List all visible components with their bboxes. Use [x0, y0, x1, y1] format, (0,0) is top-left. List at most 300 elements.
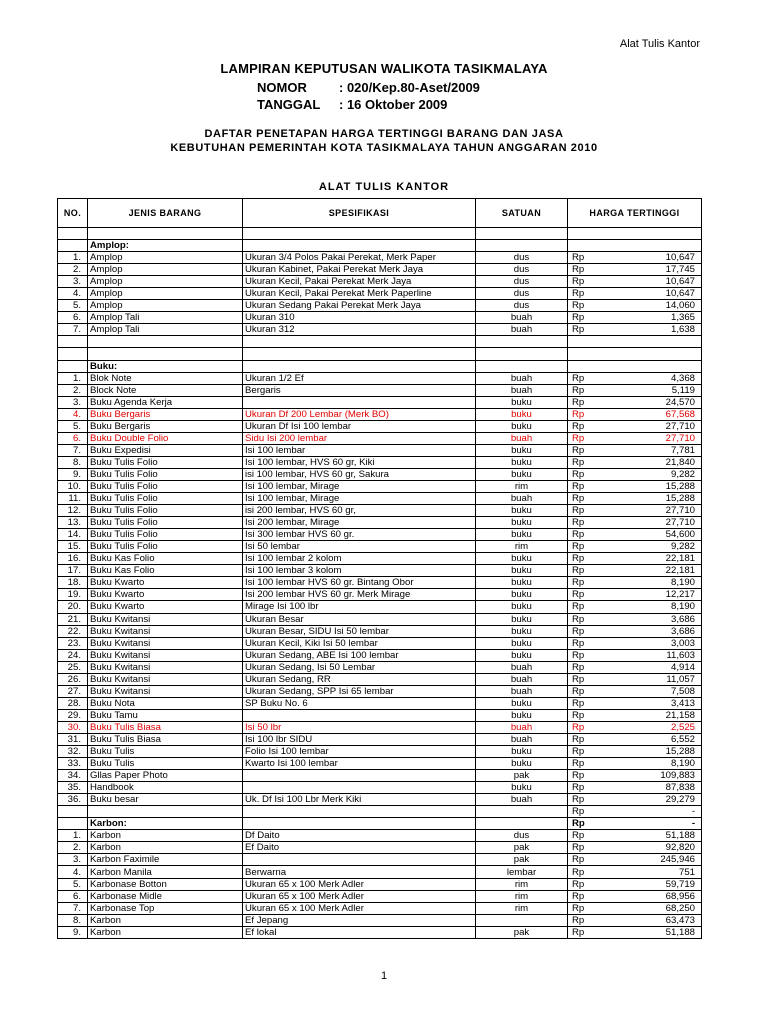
- table-row: [58, 685, 702, 697]
- cell-spec: Ukuran 65 x 100 Merk Adler: [243, 890, 476, 902]
- cell-currency: Rp: [568, 456, 596, 468]
- cell-currency: Rp: [568, 673, 596, 685]
- cell-no: 3.: [58, 396, 88, 408]
- table-row: [58, 480, 702, 492]
- cell-unit: buku: [476, 505, 568, 517]
- table-row: [58, 601, 702, 613]
- table-row: [58, 252, 702, 264]
- section-header-row: [58, 360, 702, 372]
- cell-currency: Rp: [568, 529, 596, 541]
- cell-price: 22,181: [596, 553, 702, 565]
- cell-currency: Rp: [568, 372, 596, 384]
- cell-no: 36.: [58, 794, 88, 806]
- cell-spec: Ukuran Df Isi 100 lembar: [243, 420, 476, 432]
- table-row: [58, 541, 702, 553]
- table-row: [58, 372, 702, 384]
- cell-price: [596, 228, 702, 240]
- cell-price: 68,956: [596, 890, 702, 902]
- cell-no: 4.: [58, 288, 88, 300]
- cell-unit: buku: [476, 517, 568, 529]
- page-number: 1: [380, 970, 388, 982]
- cell-unit: buku: [476, 565, 568, 577]
- cell-no: 26.: [58, 673, 88, 685]
- cell-no: 15.: [58, 541, 88, 553]
- cell-spec: [243, 854, 476, 866]
- table-row: [58, 456, 702, 468]
- cell-item: Buku Tulis Folio: [88, 456, 243, 468]
- cell-item: Karbon Manila: [88, 866, 243, 878]
- cell-currency: Rp: [568, 830, 596, 842]
- cell-spec: [243, 240, 476, 252]
- cell-spec: [243, 709, 476, 721]
- table-row: [58, 529, 702, 541]
- cell-currency: Rp: [568, 432, 596, 444]
- cell-currency: Rp: [568, 914, 596, 926]
- cell-no: 5.: [58, 300, 88, 312]
- cell-no: 6.: [58, 890, 88, 902]
- cell-price: 15,288: [596, 746, 702, 758]
- cell-spec: Ukuran 312: [243, 324, 476, 336]
- cell-price: 10,647: [596, 252, 702, 264]
- cell-unit: buku: [476, 625, 568, 637]
- cell-no: [58, 240, 88, 252]
- cell-no: [58, 360, 88, 372]
- cell-no: 1.: [58, 252, 88, 264]
- cell-unit: buku: [476, 577, 568, 589]
- cell-currency: Rp: [568, 264, 596, 276]
- cell-spec: [243, 336, 476, 348]
- cell-currency: Rp: [568, 396, 596, 408]
- cell-unit: buku: [476, 782, 568, 794]
- cell-item: Buku Kwarto: [88, 577, 243, 589]
- cell-no: 7.: [58, 902, 88, 914]
- cell-price: 59,719: [596, 878, 702, 890]
- cell-price: 10,647: [596, 288, 702, 300]
- cell-no: 5.: [58, 878, 88, 890]
- table-row: [58, 733, 702, 745]
- cell-spec: Isi 100 lembar, Mirage: [243, 493, 476, 505]
- cell-unit: [476, 228, 568, 240]
- cell-price: 27,710: [596, 420, 702, 432]
- cell-no: 9.: [58, 468, 88, 480]
- cell-spec: Isi 100 lembar 2 kolom: [243, 553, 476, 565]
- cell-price: 4,914: [596, 661, 702, 673]
- cell-price: 17,745: [596, 264, 702, 276]
- cell-unit: buah: [476, 661, 568, 673]
- cell-spec: Ef lokal: [243, 926, 476, 938]
- cell-unit: buku: [476, 408, 568, 420]
- cell-currency: Rp: [568, 758, 596, 770]
- cell-item: Amplop: [88, 264, 243, 276]
- cell-item: Karbon: [88, 830, 243, 842]
- cell-price: 87,838: [596, 782, 702, 794]
- subtitle-line-1: DAFTAR PENETAPAN HARGA TERTINGGI BARANG DAN JASA: [204, 128, 564, 140]
- cell-item: Buku Tulis Folio: [88, 505, 243, 517]
- cell-unit: buku: [476, 420, 568, 432]
- table-row: [58, 746, 702, 758]
- cell-spec: Isi 300 lembar HVS 60 gr.: [243, 529, 476, 541]
- cell-item: Buku Tulis Biasa: [88, 733, 243, 745]
- table-row: [58, 264, 702, 276]
- cell-currency: Rp: [568, 625, 596, 637]
- cell-unit: buku: [476, 553, 568, 565]
- cell-currency: Rp: [568, 613, 596, 625]
- cell-no: 6.: [58, 312, 88, 324]
- cell-unit: buku: [476, 697, 568, 709]
- cell-item: Buku Tulis Folio: [88, 529, 243, 541]
- cell-unit: buah: [476, 493, 568, 505]
- cell-currency: Rp: [568, 312, 596, 324]
- cell-item: Buku Tulis Folio: [88, 468, 243, 480]
- cell-spec: Folio Isi 100 lembar: [243, 746, 476, 758]
- cell-spec: Isi 100 lembar, HVS 60 gr, Kiki: [243, 456, 476, 468]
- cell-currency: Rp: [568, 794, 596, 806]
- cell-spec: Isi 200 lembar HVS 60 gr. Merk Mirage: [243, 589, 476, 601]
- cell-price: 8,190: [596, 758, 702, 770]
- cell-no: 20.: [58, 601, 88, 613]
- cell-item: [88, 336, 243, 348]
- cell-no: 22.: [58, 625, 88, 637]
- blank-row: [58, 228, 702, 240]
- cell-no: 12.: [58, 505, 88, 517]
- cell-currency: Rp: [568, 553, 596, 565]
- table-row: [58, 637, 702, 649]
- cell-item: Amplop: [88, 288, 243, 300]
- cell-currency: Rp: [568, 480, 596, 492]
- cell-spec: Ukuran Sedang, RR: [243, 673, 476, 685]
- cell-no: 8.: [58, 456, 88, 468]
- cell-unit: rim: [476, 890, 568, 902]
- cell-item: Amplop: [88, 300, 243, 312]
- table-row: [58, 420, 702, 432]
- cell-currency: Rp: [568, 517, 596, 529]
- cell-currency: Rp: [568, 601, 596, 613]
- cell-item: Buku Tulis Folio: [88, 517, 243, 529]
- table-row: [58, 878, 702, 890]
- cell-currency: Rp: [568, 420, 596, 432]
- cell-currency: Rp: [568, 746, 596, 758]
- cell-item: Buku Expedisi: [88, 444, 243, 456]
- cell-currency: [568, 336, 596, 348]
- cell-unit: buku: [476, 396, 568, 408]
- cell-item: [88, 348, 243, 360]
- cell-no: 25.: [58, 661, 88, 673]
- table-row: [58, 806, 702, 818]
- cell-no: 34.: [58, 770, 88, 782]
- table-row: [58, 300, 702, 312]
- cell-price: 24,570: [596, 396, 702, 408]
- cell-spec: Isi 200 lembar, Mirage: [243, 517, 476, 529]
- cell-price: 67,568: [596, 408, 702, 420]
- cell-spec: Ef Jepang: [243, 914, 476, 926]
- cell-spec: [243, 228, 476, 240]
- table-row: [58, 505, 702, 517]
- cell-item: Buku Kwitansi: [88, 661, 243, 673]
- cell-currency: Rp: [568, 733, 596, 745]
- cell-price: 27,710: [596, 517, 702, 529]
- cell-no: [58, 806, 88, 818]
- table-row: [58, 432, 702, 444]
- cell-item: Amplop Tali: [88, 324, 243, 336]
- cell-currency: Rp: [568, 770, 596, 782]
- cell-spec: Ukuran Sedang, Isi 50 Lembar: [243, 661, 476, 673]
- cell-unit: dus: [476, 276, 568, 288]
- table-row: [58, 770, 702, 782]
- cell-no: 4.: [58, 408, 88, 420]
- cell-unit: [476, 336, 568, 348]
- cell-spec: Isi 100 lembar: [243, 444, 476, 456]
- cell-item: Karbon: [88, 926, 243, 938]
- cell-currency: Rp: [568, 685, 596, 697]
- cell-spec: Ukuran 65 x 100 Merk Adler: [243, 878, 476, 890]
- cell-price: 27,710: [596, 505, 702, 517]
- cell-spec: Mirage Isi 100 lbr: [243, 601, 476, 613]
- cell-item: Handbook: [88, 782, 243, 794]
- cell-price: 9,282: [596, 468, 702, 480]
- cell-currency: Rp: [568, 878, 596, 890]
- cell-item: Buku Kwitansi: [88, 625, 243, 637]
- cell-currency: Rp: [568, 252, 596, 264]
- cell-unit: lembar: [476, 866, 568, 878]
- cell-no: 5.: [58, 420, 88, 432]
- cell-currency: Rp: [568, 444, 596, 456]
- cell-spec: Isi 50 lembar: [243, 541, 476, 553]
- price-table: [57, 198, 702, 939]
- cell-unit: buku: [476, 758, 568, 770]
- cell-item: Buku Bergaris: [88, 420, 243, 432]
- cell-no: 1.: [58, 830, 88, 842]
- cell-spec: [243, 770, 476, 782]
- cell-unit: pak: [476, 926, 568, 938]
- cell-no: 18.: [58, 577, 88, 589]
- cell-currency: Rp: [568, 782, 596, 794]
- cell-no: 17.: [58, 565, 88, 577]
- cell-no: 27.: [58, 685, 88, 697]
- cell-item: Amplop Tali: [88, 312, 243, 324]
- cell-no: 9.: [58, 926, 88, 938]
- cell-currency: Rp: [568, 866, 596, 878]
- cell-unit: [476, 240, 568, 252]
- cell-spec: [243, 360, 476, 372]
- cell-unit: pak: [476, 770, 568, 782]
- table-row: [58, 842, 702, 854]
- cell-unit: pak: [476, 854, 568, 866]
- cell-item: Buku Kwitansi: [88, 637, 243, 649]
- cell-item: Buku Kwitansi: [88, 673, 243, 685]
- cell-currency: [568, 228, 596, 240]
- cell-item: Buku Tulis: [88, 758, 243, 770]
- cell-no: 6.: [58, 432, 88, 444]
- table-row: [58, 866, 702, 878]
- cell-spec: Ukuran 65 x 100 Merk Adler: [243, 902, 476, 914]
- cell-price: 68,250: [596, 902, 702, 914]
- cell-no: 7.: [58, 324, 88, 336]
- table-row: [58, 408, 702, 420]
- cell-price: 3,686: [596, 625, 702, 637]
- col-header-no: NO.: [58, 199, 88, 228]
- section-header-row: [58, 818, 702, 830]
- cell-spec: Kwarto Isi 100 lembar: [243, 758, 476, 770]
- cell-unit: buah: [476, 673, 568, 685]
- table-row: [58, 721, 702, 733]
- cell-unit: buku: [476, 601, 568, 613]
- cell-currency: Rp: [568, 300, 596, 312]
- cell-currency: Rp: [568, 276, 596, 288]
- cell-price: 21,158: [596, 709, 702, 721]
- cell-spec: isi 100 lembar, HVS 60 gr, Sakura: [243, 468, 476, 480]
- cell-price: 92,820: [596, 842, 702, 854]
- col-header-spec: SPESIFIKASI: [243, 199, 476, 228]
- section-title: ALAT TULIS KANTOR: [318, 181, 450, 193]
- cell-no: 30.: [58, 721, 88, 733]
- cell-spec: Isi 100 lembar, Mirage: [243, 480, 476, 492]
- cell-no: 7.: [58, 444, 88, 456]
- cell-price: 10,647: [596, 276, 702, 288]
- cell-price: 109,883: [596, 770, 702, 782]
- table-row: [58, 589, 702, 601]
- table-row: [58, 276, 702, 288]
- cell-no: 31.: [58, 733, 88, 745]
- cell-item: Buku Kwitansi: [88, 685, 243, 697]
- cell-unit: buku: [476, 649, 568, 661]
- cell-item: Buku Kwitansi: [88, 613, 243, 625]
- cell-unit: buah: [476, 324, 568, 336]
- table-row: [58, 517, 702, 529]
- cell-unit: dus: [476, 252, 568, 264]
- cell-currency: Rp: [568, 854, 596, 866]
- table-row: [58, 782, 702, 794]
- table-row: [58, 468, 702, 480]
- table-row: [58, 697, 702, 709]
- cell-price: 14,060: [596, 300, 702, 312]
- tanggal-label: TANGGAL: [257, 97, 321, 112]
- cell-price: [596, 348, 702, 360]
- cell-spec: Isi 100 lembar HVS 60 gr. Bintang Obor: [243, 577, 476, 589]
- cell-item: Buku Kas Folio: [88, 553, 243, 565]
- cell-item: Karbon Faximile: [88, 854, 243, 866]
- table-row: [58, 396, 702, 408]
- cell-unit: dus: [476, 300, 568, 312]
- table-row: [58, 830, 702, 842]
- cell-currency: [568, 348, 596, 360]
- cell-unit: buah: [476, 733, 568, 745]
- cell-price: -: [596, 818, 702, 830]
- cell-unit: buah: [476, 372, 568, 384]
- table-row: [58, 384, 702, 396]
- nomor-value: : 020/Kep.80-Aset/2009: [339, 80, 480, 95]
- cell-price: 15,288: [596, 493, 702, 505]
- cell-currency: Rp: [568, 324, 596, 336]
- table-row: [58, 324, 702, 336]
- cell-unit: pak: [476, 842, 568, 854]
- cell-spec: Isi 50 lbr: [243, 721, 476, 733]
- cell-no: 10.: [58, 480, 88, 492]
- cell-price: 11,603: [596, 649, 702, 661]
- cell-item: Buku Nota: [88, 697, 243, 709]
- tanggal-value: : 16 Oktober 2009: [339, 97, 448, 112]
- cell-currency: Rp: [568, 577, 596, 589]
- subtitle-line-2: KEBUTUHAN PEMERINTAH KOTA TASIKMALAYA TAHUN ANGGARAN 2010: [170, 142, 598, 154]
- cell-price: [596, 336, 702, 348]
- section-label: Buku:: [88, 360, 243, 372]
- cell-no: [58, 348, 88, 360]
- cell-item: Amplop: [88, 276, 243, 288]
- cell-item: Blok Note: [88, 372, 243, 384]
- cell-price: 6,552: [596, 733, 702, 745]
- cell-currency: Rp: [568, 818, 596, 830]
- document-category-label: Alat Tulis Kantor: [619, 38, 700, 50]
- cell-currency: Rp: [568, 649, 596, 661]
- cell-unit: rim: [476, 878, 568, 890]
- table-row: [58, 914, 702, 926]
- table-row: [58, 890, 702, 902]
- cell-price: 63,473: [596, 914, 702, 926]
- cell-spec: [243, 806, 476, 818]
- cell-no: 29.: [58, 709, 88, 721]
- cell-unit: rim: [476, 480, 568, 492]
- cell-currency: Rp: [568, 902, 596, 914]
- section-label: Karbon:: [88, 818, 243, 830]
- cell-unit: [476, 348, 568, 360]
- table-row: [58, 673, 702, 685]
- nomor-line: [257, 80, 480, 95]
- blank-row: [58, 348, 702, 360]
- cell-price: 2,525: [596, 721, 702, 733]
- cell-currency: [568, 360, 596, 372]
- cell-spec: [243, 396, 476, 408]
- cell-price: 9,282: [596, 541, 702, 553]
- cell-item: Buku Bergaris: [88, 408, 243, 420]
- table-row: [58, 444, 702, 456]
- cell-unit: buku: [476, 613, 568, 625]
- cell-spec: Berwarna: [243, 866, 476, 878]
- nomor-label: NOMOR: [257, 80, 307, 95]
- cell-spec: Ukuran Kecil, Pakai Perekat Merk Jaya: [243, 276, 476, 288]
- cell-currency: Rp: [568, 697, 596, 709]
- cell-no: 33.: [58, 758, 88, 770]
- cell-price: 3,003: [596, 637, 702, 649]
- cell-no: 3.: [58, 276, 88, 288]
- cell-price: [596, 240, 702, 252]
- table-row: [58, 649, 702, 661]
- cell-unit: buah: [476, 721, 568, 733]
- cell-price: 5,119: [596, 384, 702, 396]
- table-row: [58, 312, 702, 324]
- cell-price: 1,365: [596, 312, 702, 324]
- table-row: [58, 926, 702, 938]
- cell-currency: Rp: [568, 384, 596, 396]
- cell-unit: buah: [476, 384, 568, 396]
- cell-no: 1.: [58, 372, 88, 384]
- cell-item: Karbonase Midle: [88, 890, 243, 902]
- cell-item: Buku Tulis Folio: [88, 480, 243, 492]
- cell-currency: Rp: [568, 806, 596, 818]
- cell-price: 7,508: [596, 685, 702, 697]
- cell-unit: buah: [476, 312, 568, 324]
- table-row: [58, 709, 702, 721]
- cell-no: 2.: [58, 842, 88, 854]
- cell-no: 28.: [58, 697, 88, 709]
- table-row: [58, 613, 702, 625]
- cell-price: 15,288: [596, 480, 702, 492]
- cell-unit: buku: [476, 456, 568, 468]
- cell-item: Buku Tulis Folio: [88, 541, 243, 553]
- cell-spec: [243, 818, 476, 830]
- table-row: [58, 794, 702, 806]
- cell-price: 8,190: [596, 601, 702, 613]
- cell-item: Gllas Paper Photo: [88, 770, 243, 782]
- cell-currency: Rp: [568, 926, 596, 938]
